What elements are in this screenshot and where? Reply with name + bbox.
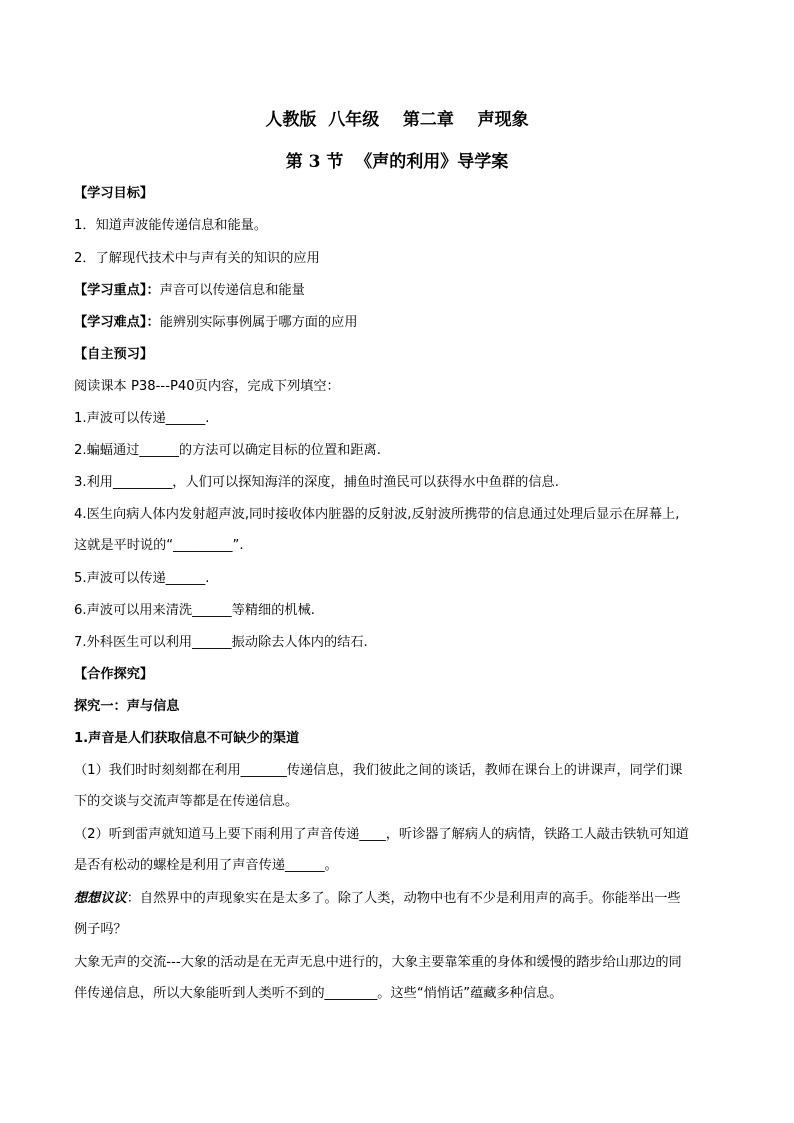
preview-question-1: 1.声波可以传递______. bbox=[74, 411, 210, 426]
objective-item-2: 2．了解现代技术中与声有关的知识的应用 bbox=[74, 251, 320, 266]
discussion-line-1 bbox=[74, 890, 724, 908]
discussion-text: ：自然界中的声现象实在是太多了。除了人类，动物中也有不少是利用声的高手。你能举出一些 bbox=[126, 891, 681, 906]
preview-intro: 阅读课本 P38---P40页内容，完成下列填空： bbox=[74, 379, 340, 394]
objective-item-1: 1．知道声波能传递信息和能量。 bbox=[74, 218, 268, 233]
paragraph-2-line-2: 是否有松动的螺栓是利用了声音传递______。 bbox=[74, 858, 338, 873]
preview-question-5: 5.声波可以传递______. bbox=[74, 571, 210, 586]
preview-question-2: 2.蝙蝠通过______的方法可以确定目标的位置和距离. bbox=[74, 443, 381, 458]
preview-question-3: 3.利用_________，人们可以探知海洋的深度，捕鱼时渔民可以获得水中鱼群的信息. bbox=[74, 475, 559, 490]
explore-1-title: 探究一：声与信息 bbox=[74, 699, 180, 714]
difficulty-label: 【学习难点】： bbox=[74, 315, 160, 330]
key-point-text: 声音可以传递信息和能量 bbox=[159, 283, 305, 298]
objectives-heading: 【学习目标】 bbox=[74, 186, 154, 201]
paragraph-2-line-1: （2）听到雷声就知道马上要下雨利用了声音传递____，听诊器了解病人的病情，铁路工人敲击铁轨可知道 bbox=[74, 827, 690, 842]
key-point-line bbox=[74, 282, 724, 300]
elephant-paragraph-line-1: 大象无声的交流---大象的活动是在无声无息中进行的，大象主要靠笨重的身体和缓慢的踏步给山那边的同 bbox=[74, 955, 682, 970]
discussion-line-2: 例子吗？ bbox=[74, 922, 127, 937]
section-1-title: 1.声音是人们获取信息不可缺少的渠道 bbox=[74, 731, 300, 746]
preview-question-4-line-1: 4.医生向病人体内发射超声波,同时接收体内脏器的反射波,反射波所携带的信息通过处理后显示在屏幕上, bbox=[74, 507, 680, 522]
preview-question-4-line-2: 这就是平时说的“_________”. bbox=[74, 538, 244, 553]
preview-question-6: 6.声波可以用来清洗______等精细的机械. bbox=[74, 603, 315, 618]
document-title: 人教版 八年级 第二章 声现象 bbox=[265, 110, 529, 130]
paragraph-1-line-1: （1）我们时时刻刻都在利用_______传递信息，我们彼此之间的谈话，教师在课台上的讲课声，同学们课 bbox=[74, 763, 683, 778]
preview-question-7: 7.外科医生可以利用______振动除去人体内的结石. bbox=[74, 635, 368, 650]
cooperation-heading: 【合作探究】 bbox=[74, 667, 154, 682]
key-point-label: 【学习重点】： bbox=[74, 283, 160, 298]
elephant-paragraph-line-2: 伴传递信息，所以大象能听到人类听不到的________。这些“悄悄话”蕴藏多种信息。 bbox=[74, 986, 563, 1001]
difficulty-text: 能辨别实际事例属于哪方面的应用 bbox=[159, 315, 358, 330]
paragraph-1-line-2: 下的交谈与交流声等都是在传递信息。 bbox=[74, 794, 299, 809]
discussion-label: 想想议议 bbox=[74, 891, 127, 906]
preview-heading: 【自主预习】 bbox=[74, 347, 154, 362]
document-subtitle: 第 3 节 《声的利用》导学案 bbox=[285, 152, 509, 172]
difficulty-line bbox=[74, 314, 724, 332]
